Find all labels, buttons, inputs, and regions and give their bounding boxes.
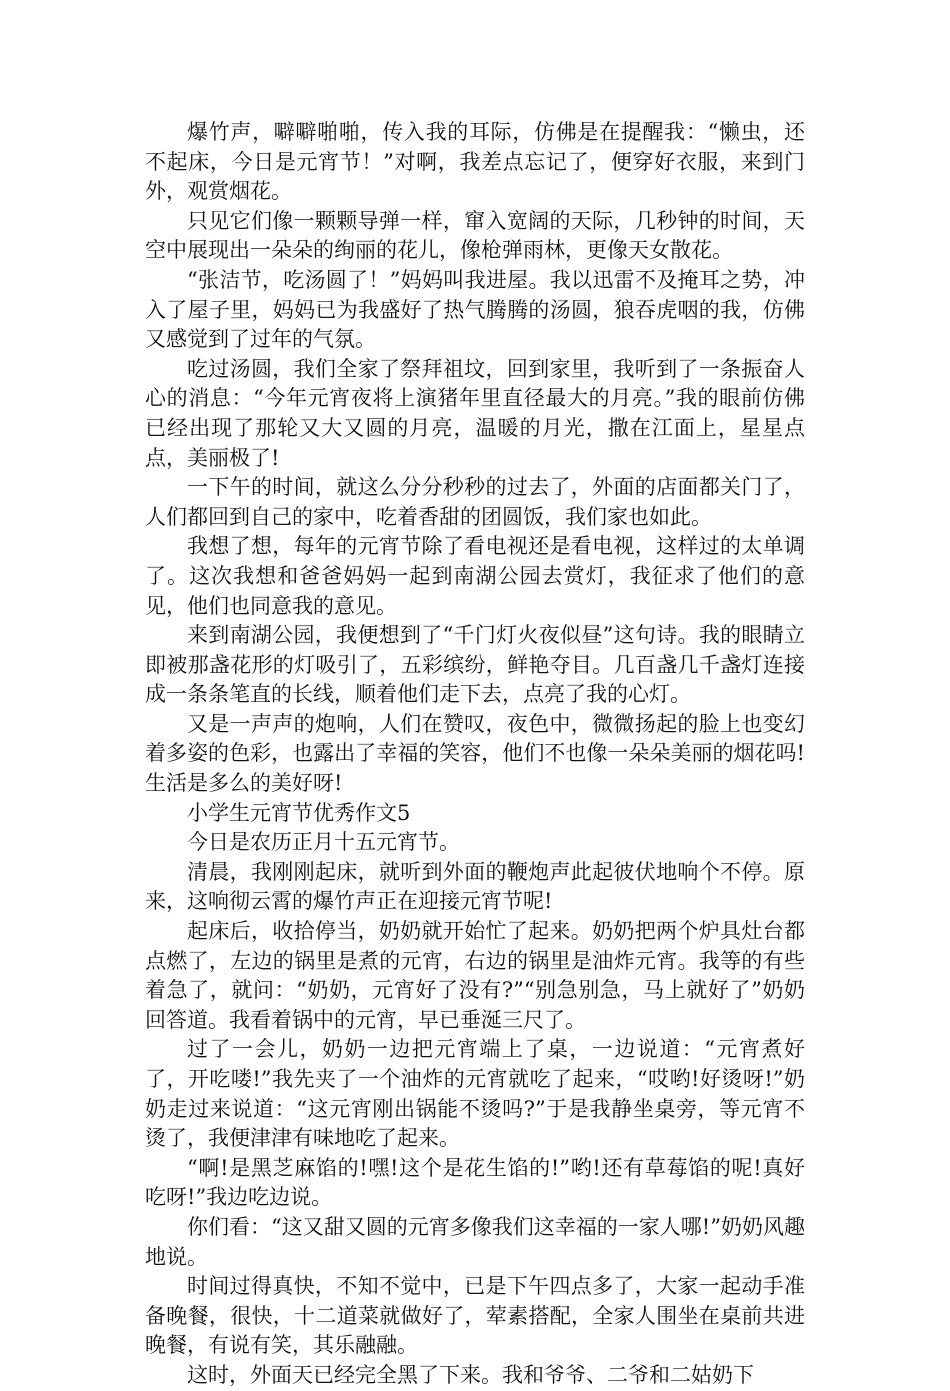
paragraph: 一下午的时间，就这么分分秒秒的过去了，外面的店面都关门了，人们都回到自己的家中，吃着香甜的团圆饭，我们家也如此。	[145, 475, 805, 529]
paragraph: “啊!是黑芝麻馅的!嘿!这个是花生馅的!”哟!还有草莓馅的呢!真好吃呀!”我边吃边说。	[145, 1155, 805, 1210]
paragraph: 只见它们像一颗颗导弹一样，窜入宽阔的天际，几秒钟的时间，天空中展现出一朵朵的绚丽的花儿，像枪弹雨林，更像天女散花。	[145, 208, 805, 263]
paragraph: 吃过汤圆，我们全家了祭拜祖坟，回到家里，我听到了一条振奋人心的消息：“今年元宵夜将上演猪年里直径最大的月亮。”我的眼前仿佛已经出现了那轮又大又圆的月亮，温暖的月光，撒在江面上，星星点点，美丽极了!	[145, 356, 805, 470]
paragraph: 你们看：“这又甜又圆的元宵多像我们这幸福的一家人哪!”奶奶风趣地说。	[145, 1214, 805, 1269]
paragraph: 过了一会儿，奶奶一边把元宵端上了桌，一边说道：“元宵煮好了，开吃喽!”我先夹了一个油炸的元宵就吃了起来，“哎哟!好烫呀!”奶奶走过来说道：“这元宵刚出锅能不烫吗?”于是我静坐桌旁，等元宵不烫了，我便津津有味地吃了起来。	[145, 1037, 805, 1151]
paragraph: 爆竹声，噼噼啪啪，传入我的耳际，仿佛是在提醒我：“懒虫，还不起床，今日是元宵节！”对啊，我差点忘记了，便穿好衣服，来到门外，观赏烟花。	[145, 120, 805, 204]
paragraph: 时间过得真快，不知不觉中，已是下午四点多了，大家一起动手准备晚餐，很快，十二道菜就做好了，荤素搭配，全家人围坐在桌前共进晚餐，有说有笑，其乐融融。	[145, 1274, 805, 1358]
document-body	[145, 118, 805, 1391]
paragraph: 今日是农历正月十五元宵节。	[187, 830, 460, 855]
paragraph: 起床后，收拾停当，奶奶就开始忙了起来。奶奶把两个炉具灶台都点燃了，左边的锅里是煮的元宵，右边的锅里是油炸元宵。我等的有些着急了，就问：“奶奶，元宵好了没有?”“别急别急，马上就好了”奶奶回答道。我看着锅中的元宵，早已垂涎三尺了。	[145, 919, 805, 1032]
paragraph: 来到南湖公园，我便想到了“千门灯火夜似昼”这句诗。我的眼睛立即被那盏花形的灯吸引了，五彩缤纷，鲜艳夺目。几百盏几千盏灯连接成一条条笔直的长线，顺着他们走下去，点亮了我的心灯。	[145, 623, 805, 707]
paragraph: 又是一声声的炮响，人们在赞叹，夜色中，微微扬起的脸上也变幻着多姿的色彩，也露出了幸福的笑容，他们不也像一朵朵美丽的烟花吗!生活是多么的美好呀!	[145, 711, 805, 796]
section-heading: 小学生元宵节优秀作文5	[187, 800, 411, 825]
paragraph: 这时，外面天已经完全黑了下来。我和爷爷、二爷和二姑奶下	[187, 1362, 754, 1387]
paragraph: 我想了想，每年的元宵节除了看电视还是看电视，这样过的太单调了。这次我想和爸爸妈妈一起到南湖公园去赏灯，我征求了他们的意见，他们也同意我的意见。	[145, 534, 805, 618]
paragraph: 清晨，我刚刚起床，就听到外面的鞭炮声此起彼伏地响个不停。原来，这响彻云霄的爆竹声正在迎接元宵节呢!	[145, 859, 805, 914]
paragraph: “张洁节，吃汤圆了！”妈妈叫我进屋。我以迅雷不及掩耳之势，冲入了屋子里，妈妈已为我盛好了热气腾腾的汤圆，狼吞虎咽的我，仿佛又感觉到了过年的气氛。	[145, 267, 805, 352]
